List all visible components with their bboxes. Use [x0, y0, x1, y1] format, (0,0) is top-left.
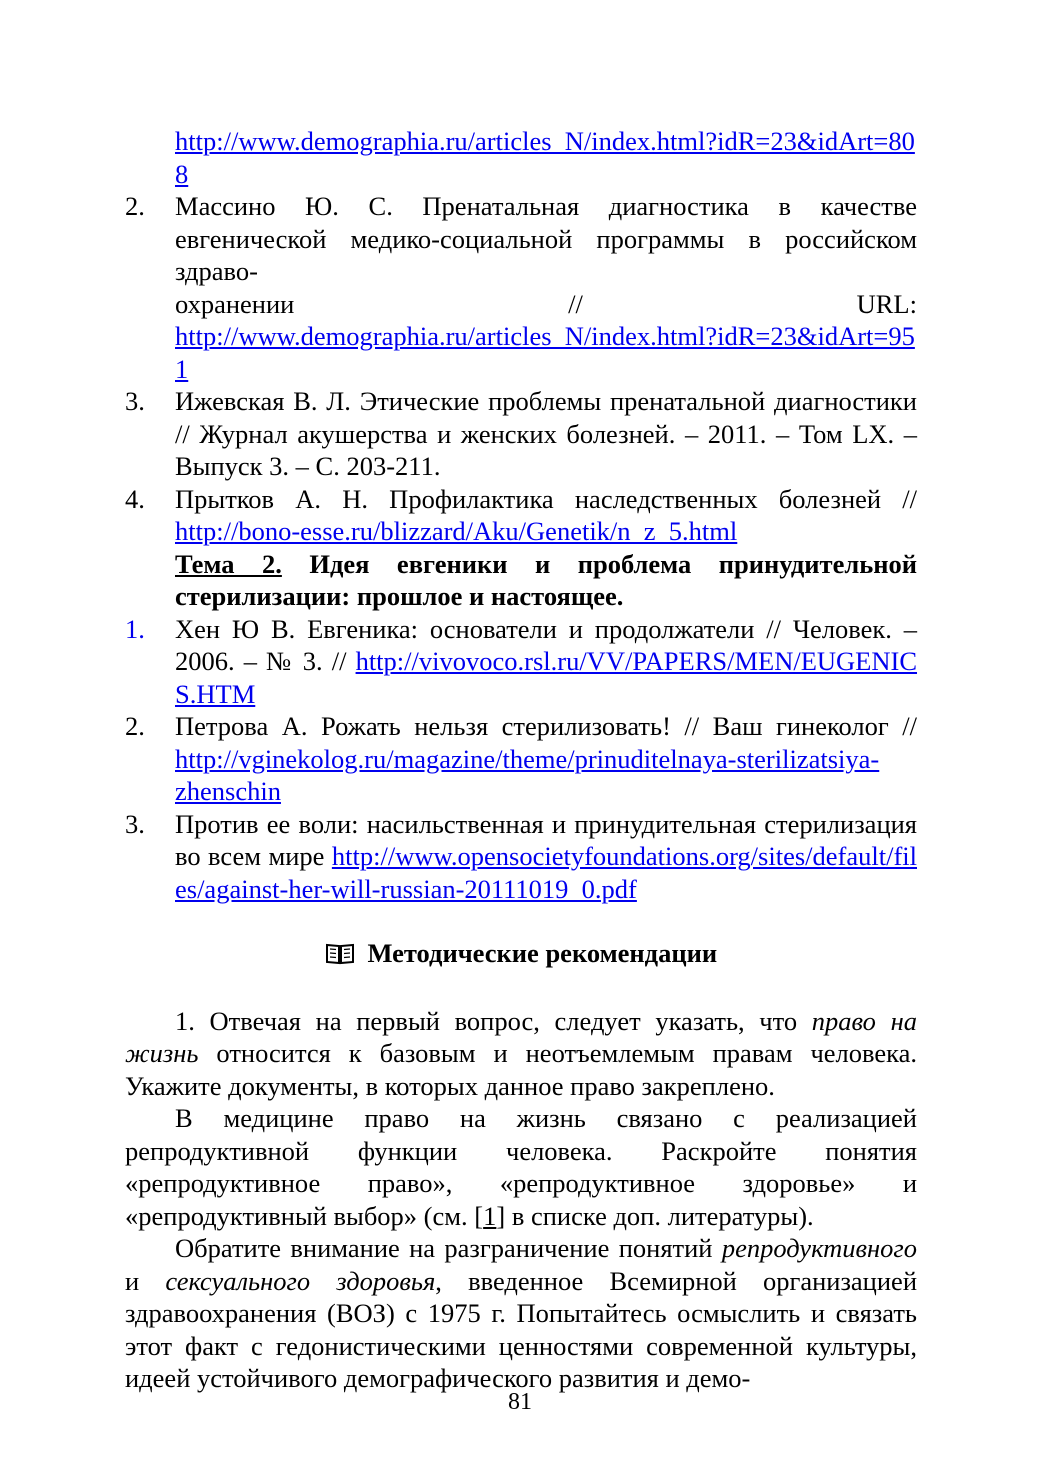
reference-text: Массино Ю. С. Пренатальная диагностика в качестве евгенической медико-социальной программы в российском здраво- — [175, 191, 917, 286]
reference-number: 1. — [125, 613, 145, 644]
reference-link[interactable]: http://www.demographia.ru/articles_N/index.html?idR=23&idArt=808 — [175, 126, 915, 189]
paragraph — [125, 1232, 917, 1395]
reference-number: 3. — [125, 808, 145, 839]
paragraph-text: , введенное Всемирной организацией здравоохранения (ВОЗ) с 1975 г. Попытайтесь осмыслить и связать этот факт с гедонистическими ценностями современной культуры, идеей устойчивого демографического развития и демо- — [125, 1265, 917, 1393]
page-number: 81 — [508, 1389, 532, 1415]
paragraph-text: 1. Отвечая на первый вопрос, следует указать, что — [175, 1005, 812, 1036]
reference-text: Хен Ю В. Евгеника: основатели и продолжатели // Человек. – 2006. – № 3. // — [175, 613, 917, 676]
paragraph — [125, 1102, 917, 1232]
reference-link[interactable]: http://vginekolog.ru/magazine/theme/prinuditelnaya-sterilizatsiya-zhenschin — [175, 743, 880, 806]
reference-separator: // — [568, 288, 583, 319]
reference-number: 2. — [125, 711, 145, 741]
section-title: Методические рекомендации — [367, 938, 718, 968]
paragraph-text: ] в списке доп. литературы). — [496, 1200, 814, 1231]
section-heading — [125, 937, 917, 973]
reference-item-continuation — [125, 125, 917, 190]
reference-text: Петрова А. Рожать нельзя стерилизовать! // Ваш гинеколог // — [175, 711, 917, 741]
reference-text: охранении — [175, 288, 295, 319]
reference-link[interactable]: http://vivovoco.rsl.ru/VV/PAPERS/MEN/EUGENICS.HTM — [175, 646, 918, 709]
reference-item — [125, 710, 917, 808]
topic-title: Идея евгеники и проблема принудительной стерилизации: прошлое и настоящее. — [175, 548, 918, 611]
reference-url-label: URL: — [856, 288, 917, 319]
paragraph-text: Обратите внимание на разграничение понятий — [175, 1233, 722, 1263]
page-content — [125, 125, 917, 1395]
reference-text: Прытков А. Н. Профилактика наследственных болезней // — [175, 483, 917, 514]
reference-text: Против ее воли: насильственная и принудительная стерилизация во всем мире — [175, 808, 917, 871]
open-book-icon — [325, 940, 355, 973]
paragraph-text: и — [125, 1265, 166, 1296]
footnote-reference-link[interactable]: 1 — [483, 1200, 497, 1231]
reference-text-line — [175, 288, 917, 321]
reference-link[interactable]: http://www.demographia.ru/articles_N/index.html?idR=23&idArt=951 — [175, 321, 915, 384]
reference-number: 2. — [125, 191, 145, 221]
topic-label: Тема 2. — [175, 548, 282, 579]
reference-item — [125, 613, 917, 711]
paragraph-emphasis: репродуктивного — [721, 1233, 917, 1263]
topic-heading — [125, 548, 917, 613]
paragraph — [125, 1005, 917, 1103]
reference-number: 3. — [125, 386, 145, 416]
reference-number: 4. — [125, 483, 145, 514]
reference-item — [125, 483, 917, 548]
paragraph-emphasis: сексуального здоровья — [165, 1265, 436, 1296]
reference-text: Ижевская В. Л. Этические проблемы пренатальной диагностики // Журнал акушерства и женских болезней. – 2011. – Том LX. – Выпуск 3. – С. 203-211. — [175, 386, 917, 481]
paragraph-text: В медицине право на жизнь связано с реализацией репродуктивной функции человека. Раскройте понятия «репродуктивное право», «репродуктивное здоровье» и «репродуктивный выбор» (см. [ — [125, 1103, 917, 1231]
reference-item — [125, 808, 917, 906]
reference-link[interactable]: http://bono-esse.ru/blizzard/Aku/Genetik/n_z_5.html — [175, 516, 738, 546]
paragraph-text: относится к базовым и неотъемлемым правам человека. Укажите документы, в которых данное право закреплено. — [125, 1038, 917, 1101]
reference-link[interactable]: http://www.opensocietyfoundations.org/sites/default/files/against-her-will-russian-20111019_0.pdf — [175, 841, 917, 904]
reference-item — [125, 385, 917, 483]
paragraph-emphasis: право на жизнь — [125, 1005, 917, 1068]
reference-item — [125, 190, 917, 385]
